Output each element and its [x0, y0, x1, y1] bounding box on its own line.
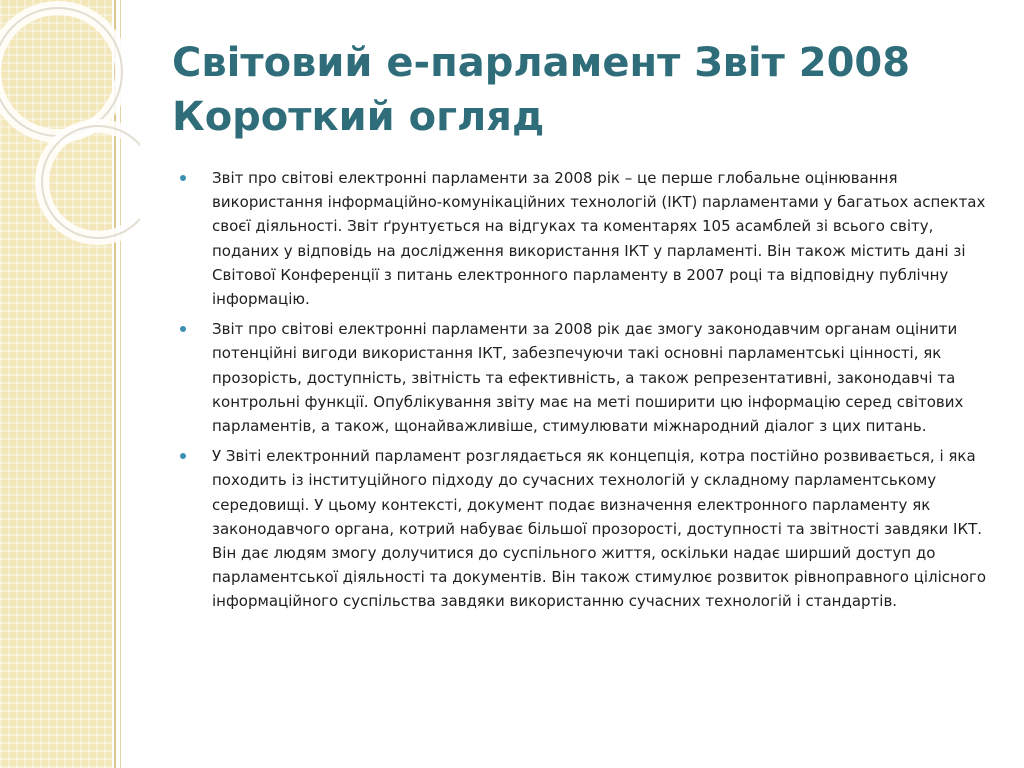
decorative-rings-icon	[0, 0, 140, 260]
list-item	[180, 317, 990, 438]
bullet-dot-icon	[180, 326, 186, 332]
title-line-2: Короткий огляд	[172, 94, 545, 140]
title-line-1: Світовий е-парламент Звіт 2008	[172, 40, 911, 86]
bullet-dot-icon	[180, 175, 186, 181]
list-item	[180, 444, 990, 613]
bullet-list	[180, 166, 990, 620]
bullet-dot-icon	[180, 453, 186, 459]
bullet-text: Звіт про світові електронні парламенти за 2008 рік дає змогу законодавчим органам оцінити потенційні вигоди використання ІКТ, забезпечуючи такі основні парламентські цінності, як прозорість, доступність, звітність та ефективність, а також репрезентативні, законодавчі та контрольні функції. Опублікування звіту має на меті поширити цю інформацію серед світових парламентів, а також, щонайважливіше, стимулювати міжнародний діалог з цих питань.	[212, 320, 964, 436]
list-item	[180, 166, 990, 311]
bullet-text: Звіт про світові електронні парламенти за 2008 рік – це перше глобальне оцінювання використання інформаційно-комунікаційних технологій (ІКТ) парламентами у багатьох аспектах своєї діяльності. Звіт ґрунтується на відгуках та коментарях 105 асамблей зі всього світу, поданих у відповідь на дослідження використання ІКТ у парламенті. Він також містить дані зі Світової Конференції з питань електронного парламенту в 2007 році та відповідну публічну інформацію.	[212, 169, 986, 309]
bullet-text: У Звіті електронний парламент розглядається як концепція, котра постійно розвивається, і яка походить із інституційного підходу до сучасних технологій у складному парламентському середовищі. У цьому контексті, документ подає визначення електронного парламенту як законодавчого органа, котрий набуває більшої прозорості, доступності та звітності завдяки ІКТ. Він дає людям змогу долучитися до суспільного життя, оскільки надає ширший доступ до парламентської діяльності та документів. Він також стимулює розвиток рівноправного цілісного інформаційного суспільства завдяки використанню сучасних технологій і стандартів.	[212, 447, 987, 611]
slide-title	[172, 36, 992, 144]
